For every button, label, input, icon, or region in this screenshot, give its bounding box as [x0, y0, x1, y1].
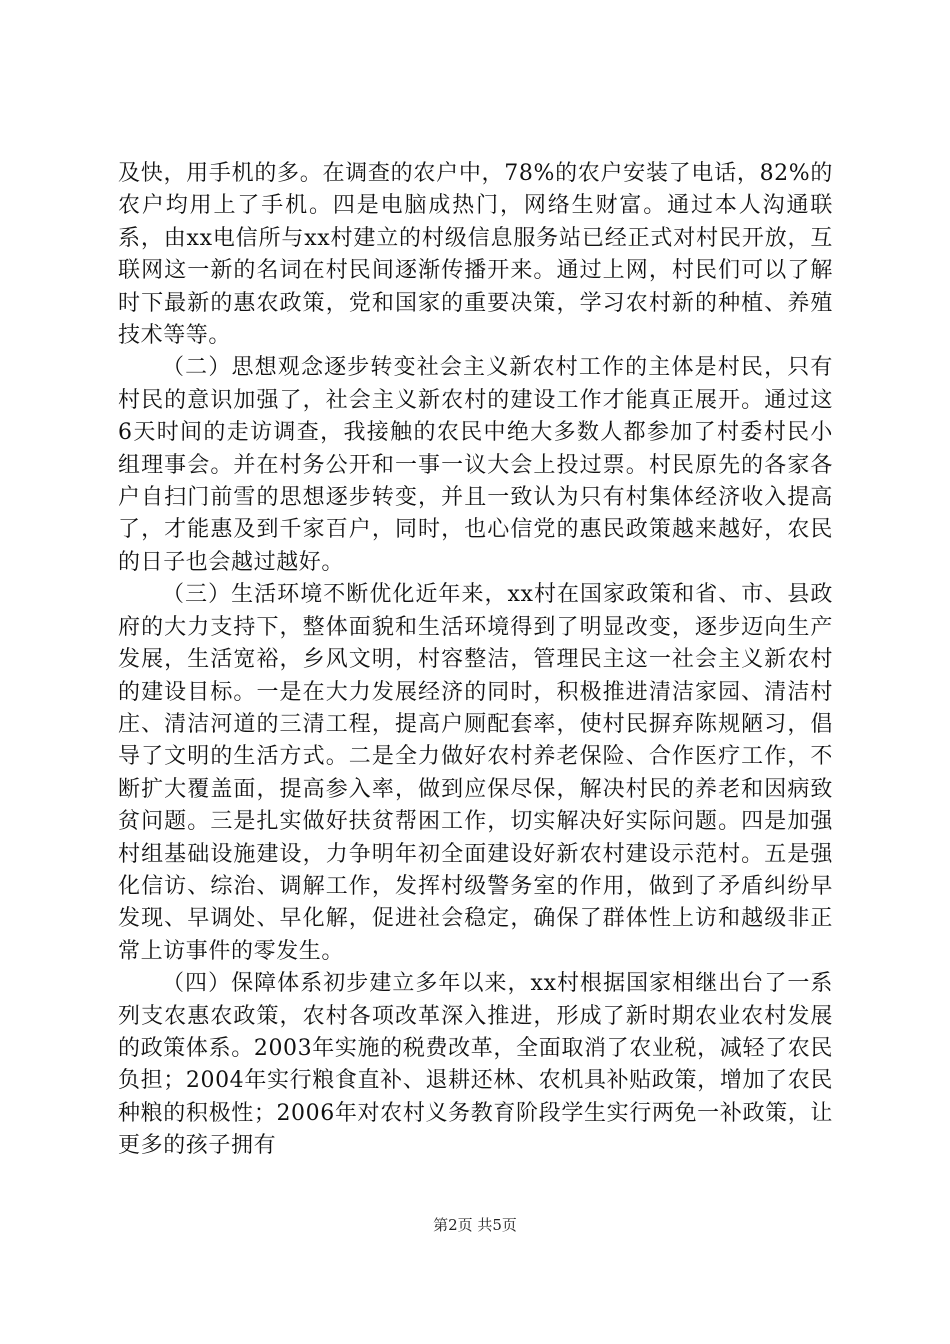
- paragraph-section-2: （二）思想观念逐步转变社会主义新农村工作的主体是村民，只有村民的意识加强了，社会主义新农村的建设工作才能真正展开。通过这6天时间的走访调查，我接触的农民中绝大多数人都参加了村委村民小组理事会。并在村务公开和一事一议大会上投过票。村民原先的各家各户自扫门前雪的思想逐步转变，并且一致认为只有村集体经济收入提高了，才能惠及到千家百户，同时，也心信党的惠民政策越来越好，农民的日子也会越过越好。: [118, 355, 833, 575]
- page-number-footer: 第2页 共5页: [433, 1216, 517, 1234]
- paragraph-section-4: （四）保障体系初步建立多年以来，xx村根据国家相继出台了一系列支农惠农政策，农村各项改革深入推进，形成了新时期农业农村发展的政策体系。2003年实施的税费改革，全面取消了农业税，减轻了农民负担；2004年实行粮食直补、退耕还林、农机具补贴政策，增加了农民种粮的积极性；2006年对农村义务教育阶段学生实行两免一补政策，让更多的孩子拥有: [118, 971, 833, 1159]
- paragraph-continuation: 及快，用手机的多。在调查的农户中，78%的农户安装了电话，82%的农户均用上了手机。四是电脑成热门，网络生财富。通过本人沟通联系，由xx电信所与xx村建立的村级信息服务站已经正式对村民开放，互联网这一新的名词在村民间逐渐传播开来。通过上网，村民们可以了解时下最新的惠农政策，党和国家的重要决策，学习农村新的种植、养殖技术等等。: [118, 161, 833, 349]
- document-body: [118, 158, 833, 1163]
- paragraph-section-3: （三）生活环境不断优化近年来，xx村在国家政策和省、市、县政府的大力支持下，整体面貌和生活环境得到了明显改变，逐步迈向生产发展，生活宽裕，乡风文明，村容整洁，管理民主这一社会主义新农村的建设目标。一是在大力发展经济的同时，积极推进清洁家园、清洁村庄、清洁河道的三清工程，提高户厕配套率，使村民摒弃陈规陋习，倡导了文明的生活方式。二是全力做好农村养老保险、合作医疗工作，不断扩大覆盖面，提高参入率，做到应保尽保，解决村民的养老和因病致贫问题。三是扎实做好扶贫帮困工作，切实解决好实际问题。四是加强村组基础设施建设，力争明年初全面建设好新农村建设示范村。五是强化信访、综治、调解工作，发挥村级警务室的作用，做到了矛盾纠纷早发现、早调处、早化解，促进社会稳定，确保了群体性上访和越级非正常上访事件的零发生。: [118, 582, 833, 964]
